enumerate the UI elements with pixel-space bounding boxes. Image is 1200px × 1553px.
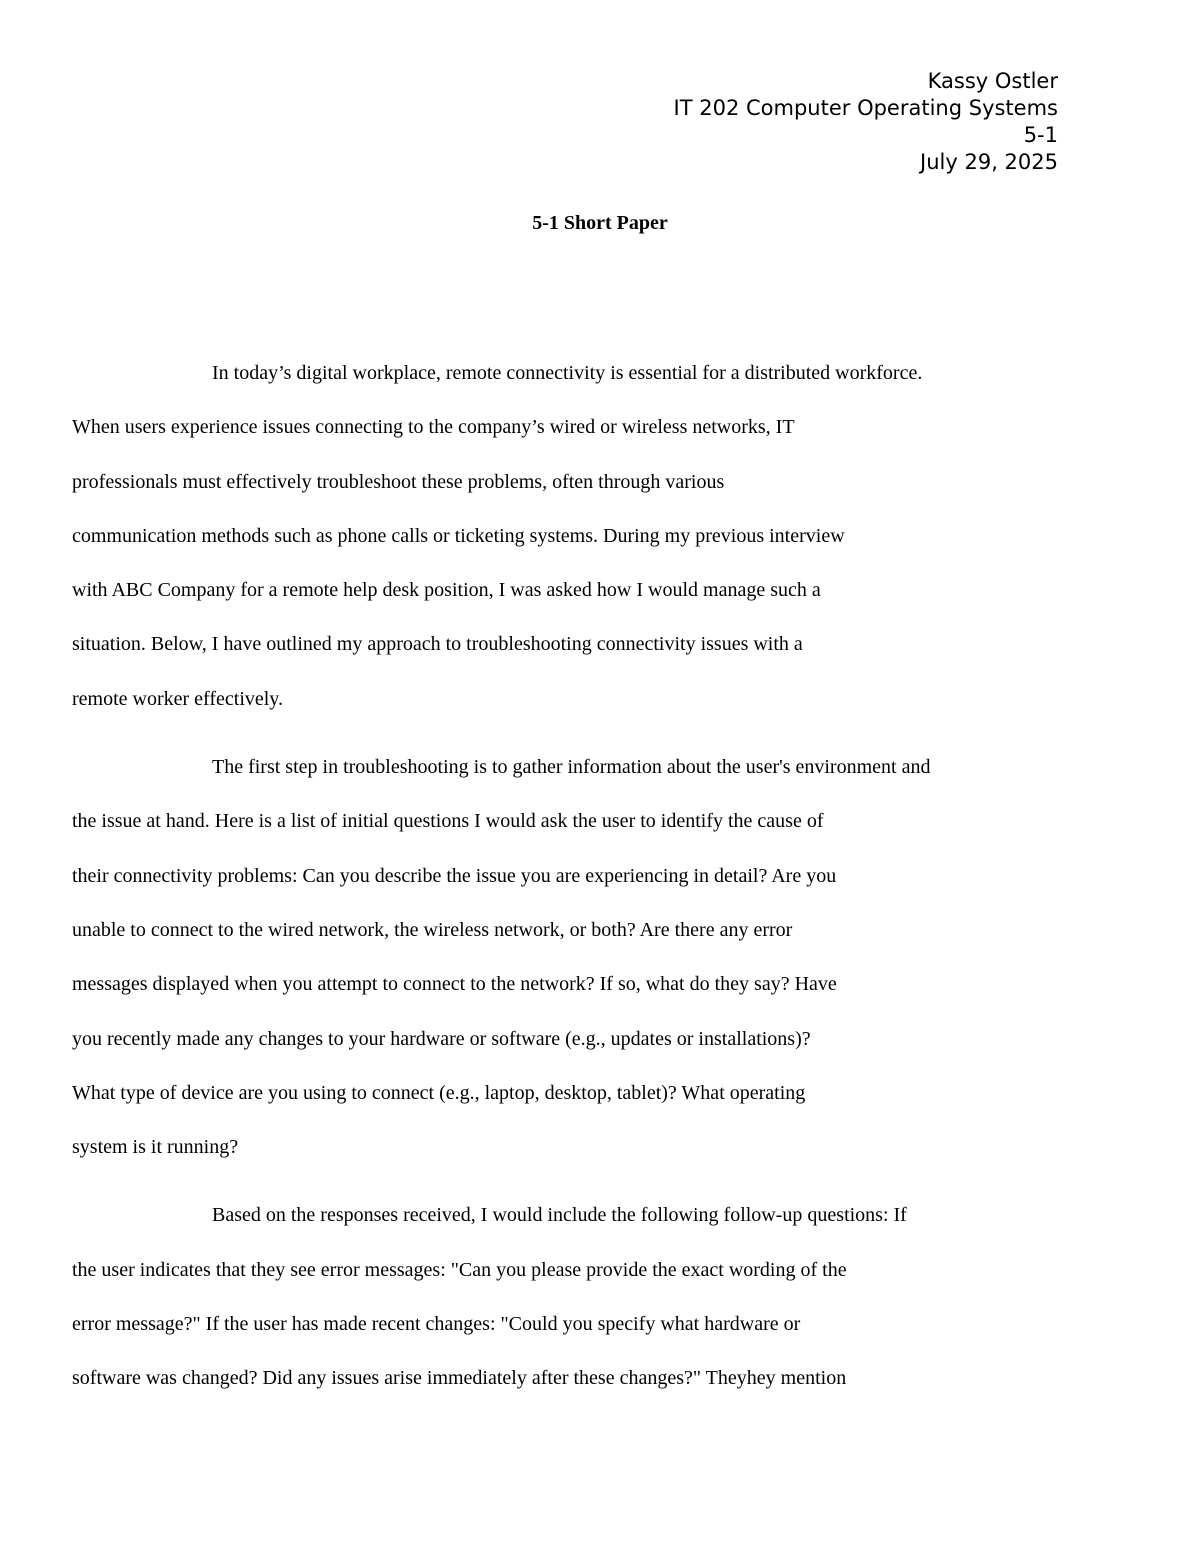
text-line: error message?" If the user has made recent changes: "Could you specify what hardware or	[72, 1313, 801, 1336]
text-line: the issue at hand. Here is a list of initial questions I would ask the user to identify the cause of	[72, 810, 824, 833]
text-line: the user indicates that they see error messages: "Can you please provide the exact wording of the	[72, 1258, 847, 1281]
text-line: professionals must effectively troubleshoot these problems, often through various	[72, 470, 725, 493]
text-line: communication methods such as phone calls or ticketing systems. During my previous interview	[72, 524, 845, 547]
text-line: The first step in troubleshooting is to gather information about the user's environment and	[212, 756, 931, 779]
text-line: In today’s digital workplace, remote connectivity is essential for a distributed workforce.	[212, 362, 923, 384]
text-line: messages displayed when you attempt to connect to the network? If so, what do they say? Have	[72, 973, 837, 996]
paper-title: 5-1 Short Paper	[532, 212, 668, 234]
text-line: their connectivity problems: Can you describe the issue you are experiencing in detail? Are you	[72, 864, 837, 887]
header-block	[674, 68, 1058, 176]
paragraph-initial-questions	[72, 740, 1062, 1174]
date: July 29, 2025	[920, 150, 1058, 174]
course-name: IT 202 Computer Operating Systems	[673, 96, 1058, 120]
text-line: unable to connect to the wired network, the wireless network, or both? Are there any error	[72, 918, 793, 941]
paragraph-intro	[72, 346, 1062, 726]
text-line: you recently made any changes to your hardware or software (e.g., updates or installations)?	[72, 1027, 811, 1050]
text-line: with ABC Company for a remote help desk position, I was asked how I would manage such a	[72, 579, 821, 602]
text-line: Based on the responses received, I would include the following follow-up questions: If	[212, 1204, 907, 1227]
text-line: situation. Below, I have outlined my approach to troubleshooting connectivity issues with a	[72, 633, 803, 656]
text-line: What type of device are you using to connect (e.g., laptop, desktop, tablet)? What operating	[72, 1081, 806, 1104]
text-line: When users experience issues connecting to the company’s wired or wireless networks, IT	[72, 416, 795, 439]
assignment-number: 5-1	[1023, 123, 1058, 147]
author-name: Kassy Ostler	[927, 69, 1058, 93]
paragraph-follow-up	[72, 1188, 1062, 1405]
text-line: remote worker effectively.	[72, 687, 284, 710]
text-line: system is it running?	[72, 1136, 239, 1159]
paper-body	[72, 346, 1062, 1420]
text-line: software was changed? Did any issues arise immediately after these changes?" Theyhey mention	[72, 1367, 847, 1390]
